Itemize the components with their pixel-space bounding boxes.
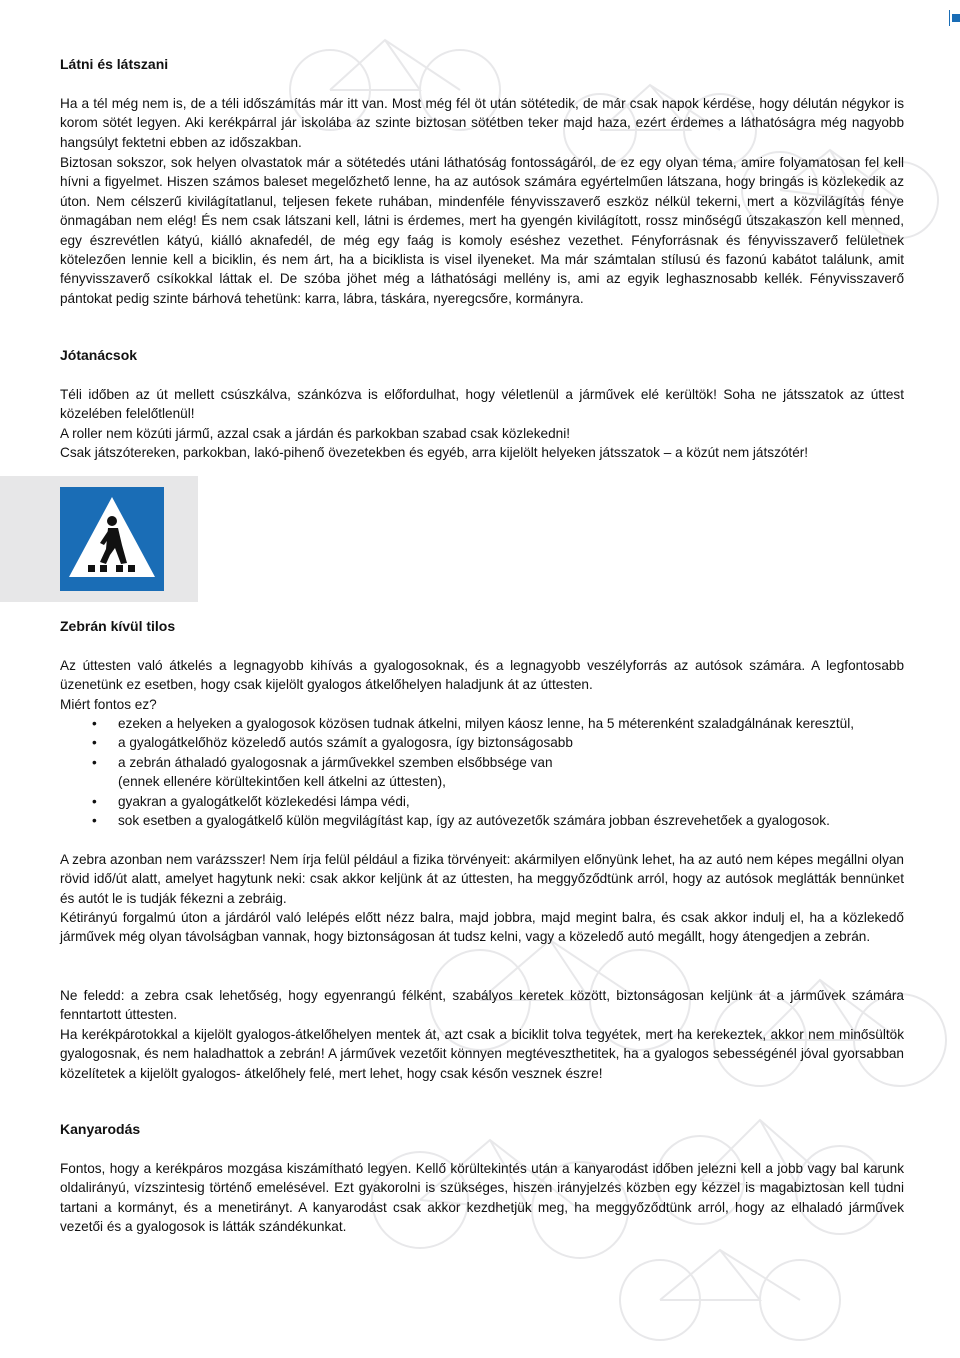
bullet-marker: • [92,754,97,770]
section-title-kanyarodas: Kanyarodás [60,1121,141,1137]
paragraph: Ha kerékpárotokkal a kijelölt gyalogos-átkelőhelyen mentek át, azt csak a biciklit tolva tegyétek, mert ha kerekeztek, akkor nem minősültök gyalogosnak, és nem haladhattok a zebrán! A járművek vezetőit könnyen megtéveszthetitek, ha a gyalogos sebességénél jóval gyorsabban közelítetek a kijelölt gyalogos- átkelőhely felé, mert lehet, hogy csak későn vesznek észre! [60,1027,904,1081]
paragraph: Biztosan sokszor, sok helyen olvastatok már a sötétedés utáni láthatóság fontosságáról, de ez egy olyan téma, amire folyamatosan fel kell hívni a figyelmet. Hiszen számos baleset megelőzhető lenne, ha az autósok számára egyértelműen látszana, hogy bringás is közlekedik az úton. Nem célszerű kivilágítatlanul, teljesen fekete ruhában, mindenféle fényvisszaverő eszköz nélkül tekerni, mert a közvilágítás fénye önmagában nem elég! És nem csak látszani kell, látni is érdemes, mert ha gyengén kivilágított, rossz minőségű útszakaszon kell menned, egy észrevétlen kátyú, kiálló aknafedél, de még egy faág is komoly eséshez vezethet. Fényforrásnak és fényvisszaverő felületnek kötelezően lennie kell a biciklin, és nem árt, ha a biciklista is visel ilyeneket. Ma már számtalan stílusú és fazonú kabátot találunk, amit fényvisszaverő csíkokkal láttak el. De szóba jöhet még a láthatósági mellény is, ami az egyik leghasznosabb kellék. Fényvisszaverő pántokat pedig szinte bárhová tehetünk: karra, lábra, táskára, nyeregcsőre, kormányra. [60,155,904,306]
bullet-marker: • [92,716,97,731]
list-item [60,753,904,772]
paragraph: Fontos, hogy a kerékpáros mozgása kiszámítható legyen. Kellő körültekintés után a kanyarodást időben jelezni kell a jobb vagy bal karunk oldalirányú, vízszintesig történő emelésével. Ezt gyakorolni is szükséges, hiszen irányjelzés közben egy kézzel is magabiztosan kell tudni tartani a kormányt, és a menetirányt. A kanyarodást csak akkor kezdhetjük meg, ha meggyőződtünk arról, hogy az elhaladó járművek vezetői és a gyalogosok is látták szándékunkat. [60,1161,904,1235]
paragraph: Kétirányú forgalmú úton a járdáról való lelépés előtt nézz balra, majd jobbra, majd megint balra, és csak akkor indulj el, ha a közlekedő járművek még olyan távolságban vannak, hogy biztonságosan át tudsz kelni, vagy a közeledő autó megállt, hogy átengedjen a zebrán. [60,910,904,945]
bullet-marker: • [92,813,97,829]
list-item-text: (ennek ellenére körültekintően kell átkelni az úttesten), [118,774,446,790]
pedestrian-crossing-sign-icon [60,487,164,591]
bullet-list [60,714,904,830]
paragraph: Miért fontos ez? [60,697,157,712]
list-item [60,714,904,733]
paragraph: Csak játszótereken, parkokban, lakó-pihenő övezetekben és egyéb, arra kijelölt helyeken játsszatok – a közút nem játszótér! [60,445,809,460]
section-title-latni: Látni és látszani [60,56,169,72]
list-item [60,733,904,752]
paragraph: Az úttesten való átkelés a legnagyobb kihívás a gyalogosoknak, és a legnagyobb veszélyforrás az autósok számára. A legfontosabb üzenetünk ez esetben, hogy csak kijelölt gyalogos átkelőhelyen haladjunk át az úttesten. [60,658,904,693]
list-item-text: ezeken a helyeken a gyalogosok közösen tudnak átkelni, milyen káosz lenne, ha 5 méterenként szaladgálnának keresztül, [118,716,855,731]
list-item-text: gyakran a gyalogátkelőt közlekedési lámpa védi, [118,793,410,809]
list-item-text: sok esetben a gyalogátkelő külön megvilágítást kap, így az autóvezetők számára jobban észrevehetőek a gyalogosok. [118,813,830,829]
paragraph: Téli időben az út mellett csúszkálva, szánkózva is előfordulhat, hogy véletlenül a járművek elé kerültök! Soha ne játsszatok az úttest közelében felelőtlenül! [60,387,904,422]
list-item [60,792,904,811]
paragraph: A zebra azonban nem varázsszer! Nem írja felül például a fizika törvényeit: akármilyen előnyünk lehet, ha az autó nem képes megállni olyan rövid idő/út alatt, amelyet hagytunk neki: csak akkor keljünk át az úttesten, ha meggyőződtünk arról, hogy az autósok meglátták bennünket és autót le is tudják fékezni a zebráig. [60,852,904,906]
list-item-text: a zebrán áthaladó gyalogosnak a járművekkel szemben elsőbbsége van [118,754,553,770]
section-title-jotanacsok: Jótanácsok [60,347,138,363]
paragraph: A roller nem közúti jármű, azzal csak a járdán és parkokban szabad csak közlekedni! [60,426,571,441]
section-title-zebran: Zebrán kívül tilos [60,618,176,634]
corner-mark [952,14,960,22]
paragraph: Ha a tél még nem is, de a téli időszámítás már itt van. Most még fél öt után sötétedik, de már csak napok kérdése, hogy délután négykor is korom sötét legyen. Aki kerékpárral jár iskolába az szinte biztosan sötétben teker majd haza, ezért érdemes a láthatóságra még nagyobb hangsúlyt fektetni ebben az időszakban. [60,96,904,150]
list-item-text: a gyalogátkelőhöz közeledő autós számít a gyalogosra, így biztonságosabb [118,735,573,751]
list-item [60,811,904,830]
bullet-marker: • [92,793,97,809]
paragraph: Ne feledd: a zebra csak lehetőség, hogy egyenrangú félként, szabályos keretek között, biztonságosan keljünk át a járművek számára fenntartott úttesten. [60,988,904,1023]
list-item [60,772,904,791]
corner-line [949,10,950,26]
bullet-marker: • [92,735,97,751]
